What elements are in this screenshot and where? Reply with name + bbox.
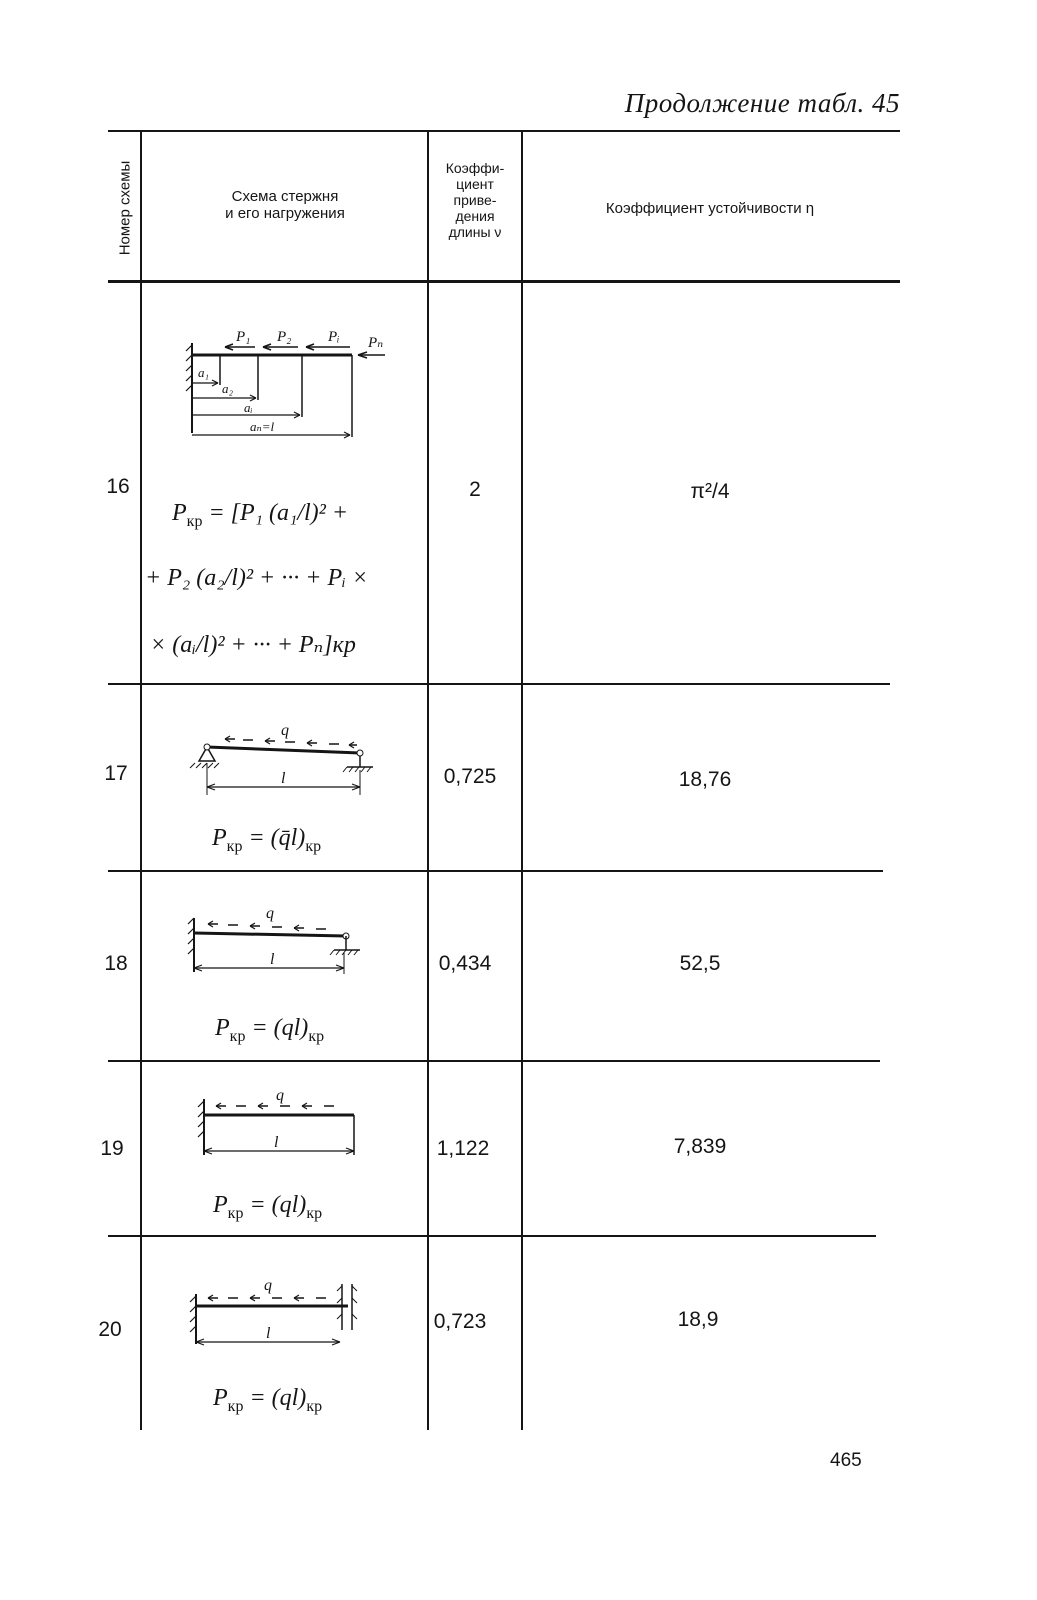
row-number-20: 20 bbox=[98, 1318, 122, 1341]
load-label-q: q bbox=[281, 722, 289, 739]
formula-16-line3: × (aᵢ/l)² + ··· + Pₙ]кр bbox=[150, 632, 356, 658]
load-label-pn: Pₙ bbox=[368, 335, 384, 351]
dim-label-an: aₙ=l bbox=[250, 419, 275, 434]
header-bottom-rule bbox=[108, 280, 900, 283]
scheme-diagram-19 bbox=[190, 1085, 370, 1160]
load-label-p1: P₁ bbox=[236, 329, 251, 345]
dim-label-l: l bbox=[270, 951, 275, 968]
formula-19: $P_{кр} = (ql)_{кр}$ bbox=[213, 1192, 323, 1222]
row-eta-17: 18,76 bbox=[678, 768, 732, 791]
load-label-q: q bbox=[276, 1087, 284, 1104]
dim-label-l: l bbox=[266, 1325, 271, 1342]
scheme-diagram-17 bbox=[185, 715, 385, 800]
row-nu-16: 2 bbox=[469, 478, 481, 501]
row-divider-17 bbox=[108, 870, 883, 872]
scheme-diagram-16 bbox=[170, 325, 410, 450]
column-rule-1 bbox=[140, 130, 142, 1430]
formula-17: $P_{кр}$ = $(q̄l)_{кр}$ bbox=[212, 825, 322, 855]
page-number: 465 bbox=[830, 1450, 862, 1471]
row-number-19: 19 bbox=[100, 1137, 124, 1160]
header-length-coefficient: Коэффи- циент приве- дения длины ν bbox=[445, 160, 505, 241]
row-number-16: 16 bbox=[106, 475, 130, 498]
row-divider-19 bbox=[108, 1235, 876, 1237]
formula-16-line1: $P_{кр} = [P_1$ (a₁/l)² + bbox=[172, 500, 349, 530]
row-nu-19: 1,122 bbox=[436, 1137, 490, 1160]
row-nu-20: 0,723 bbox=[433, 1310, 487, 1333]
row-divider-18 bbox=[108, 1060, 880, 1062]
load-label-q: q bbox=[266, 905, 274, 922]
dim-label-l: l bbox=[274, 1134, 279, 1151]
dim-label-a1: a₁ bbox=[198, 365, 210, 380]
header-scheme-number: Номер схемы bbox=[116, 160, 134, 255]
dim-label-a2: a₂ bbox=[222, 381, 234, 396]
load-label-q: q bbox=[264, 1277, 272, 1294]
row-eta-18: 52,5 bbox=[679, 952, 721, 975]
row-eta-20: 18,9 bbox=[677, 1308, 719, 1331]
dim-label-ai: aᵢ bbox=[244, 400, 253, 415]
row-nu-18: 0,434 bbox=[438, 952, 492, 975]
header-top-rule bbox=[108, 130, 900, 132]
load-label-p2: P₂ bbox=[277, 329, 292, 345]
formula-20: $P_{кр} = (ql)_{кр}$ bbox=[213, 1385, 323, 1415]
header-scheme: Схема стержня и его нагружения bbox=[225, 188, 345, 223]
scheme-diagram-18 bbox=[178, 900, 378, 980]
row-nu-17: 0,725 bbox=[443, 765, 497, 788]
load-label-pi: Pᵢ bbox=[328, 329, 340, 345]
dim-label-l: l bbox=[281, 770, 286, 787]
row-divider-16 bbox=[108, 683, 890, 685]
formula-16-line2: + P₂ (a₂/l)² + ··· + Pᵢ × bbox=[145, 565, 369, 591]
row-number-17: 17 bbox=[104, 762, 128, 785]
formula-18: $P_{кр} = (ql)_{кр}$ bbox=[215, 1015, 325, 1045]
row-number-18: 18 bbox=[104, 952, 128, 975]
scheme-diagram-20 bbox=[180, 1270, 370, 1350]
row-eta-19: 7,839 bbox=[673, 1135, 727, 1158]
row-eta-16: π²/4 bbox=[690, 480, 730, 503]
table-caption: Продолжение табл. 45 bbox=[624, 88, 900, 118]
header-stability-coefficient: Коэффициент устойчивости η bbox=[605, 200, 815, 217]
